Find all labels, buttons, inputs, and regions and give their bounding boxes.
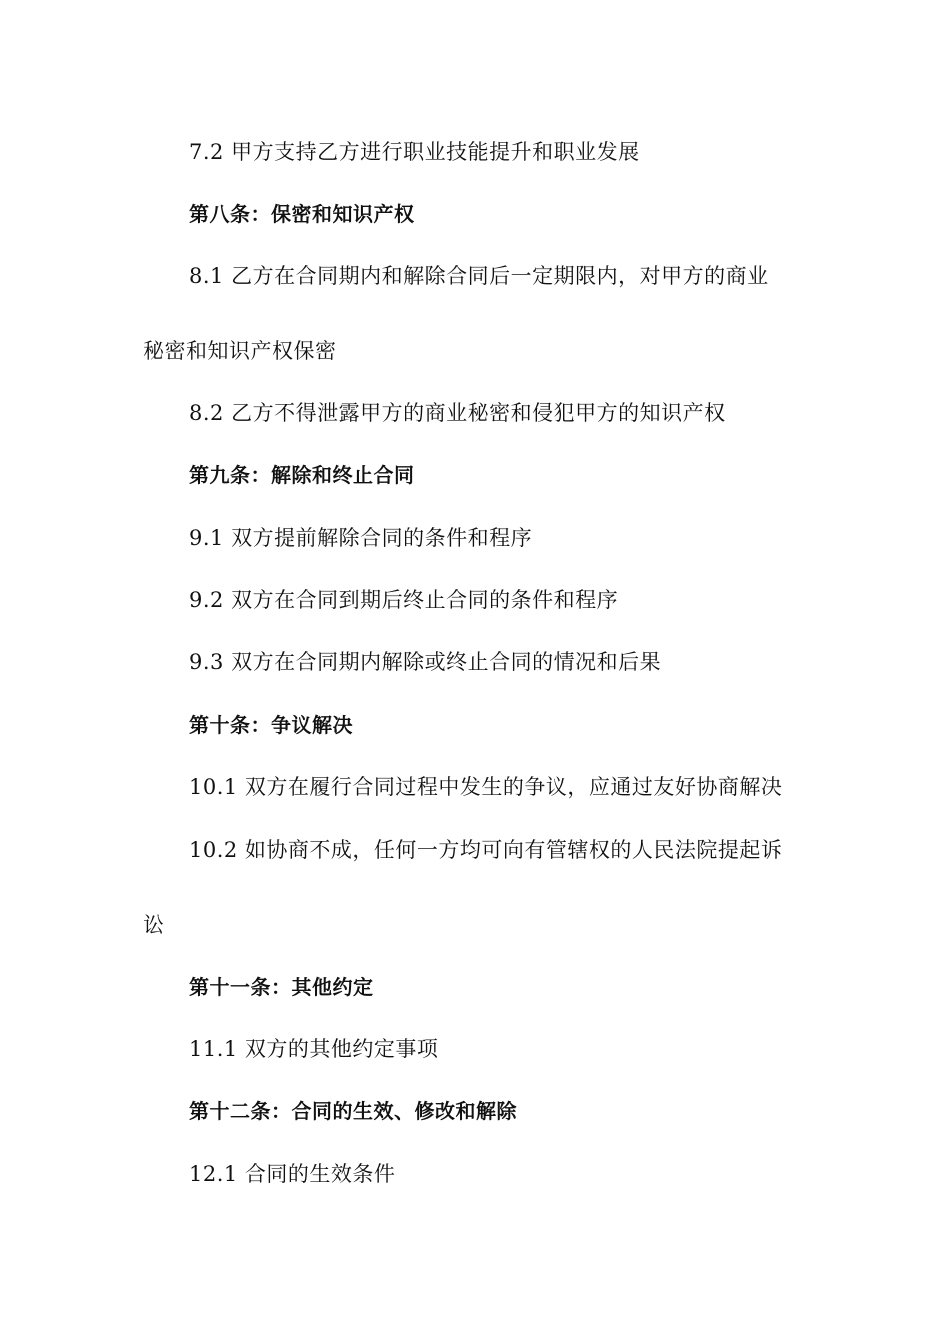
clause-10-2: 10.2 如协商不成，任何一方均可向有管辖权的人民法院提起诉 [189, 838, 783, 862]
clause-8-1-continuation: 秘密和知识产权保密 [143, 339, 337, 363]
clause-9-3: 9.3 双方在合同期内解除或终止合同的情况和后果 [189, 650, 662, 674]
article-12-heading: 第十二条：合同的生效、修改和解除 [189, 1099, 517, 1123]
article-9-heading: 第九条：解除和终止合同 [189, 463, 415, 487]
clause-9-1: 9.1 双方提前解除合同的条件和程序 [189, 526, 533, 550]
clause-9-2: 9.2 双方在合同到期后终止合同的条件和程序 [189, 588, 619, 612]
article-11-heading: 第十一条：其他约定 [189, 975, 374, 999]
clause-10-1: 10.1 双方在履行合同过程中发生的争议，应通过友好协商解决 [189, 775, 783, 799]
clause-8-1: 8.1 乙方在合同期内和解除合同后一定期限内，对甲方的商业 [189, 264, 769, 288]
article-10-heading: 第十条：争议解决 [189, 713, 353, 737]
article-8-heading: 第八条：保密和知识产权 [189, 202, 415, 226]
clause-11-1: 11.1 双方的其他约定事项 [189, 1037, 439, 1061]
clause-7-2: 7.2 甲方支持乙方进行职业技能提升和职业发展 [189, 140, 640, 164]
clause-10-2-continuation: 讼 [143, 913, 165, 937]
clause-12-1: 12.1 合同的生效条件 [189, 1162, 396, 1186]
clause-8-2: 8.2 乙方不得泄露甲方的商业秘密和侵犯甲方的知识产权 [189, 401, 726, 425]
